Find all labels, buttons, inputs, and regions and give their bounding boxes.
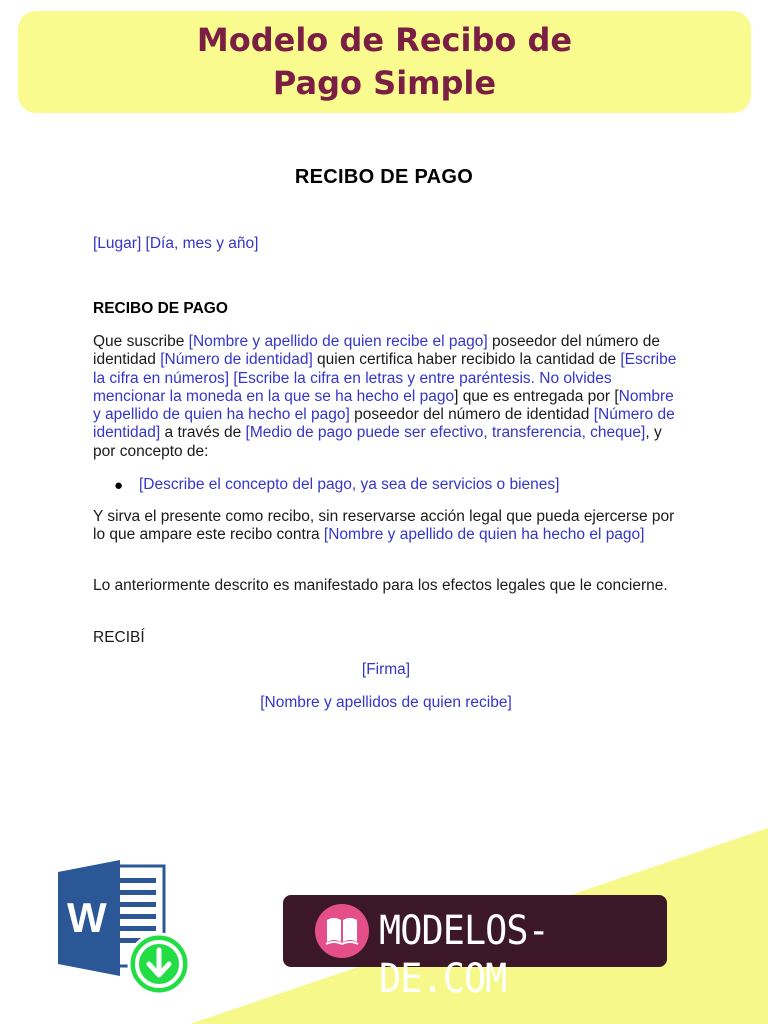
payer-name-placeholder: Nombre y apellido de quien ha hecho el pago] bbox=[93, 387, 674, 424]
received-label: RECIBÍ bbox=[93, 629, 145, 646]
payment-method-placeholder: [Medio de pago puede ser efectivo, transferencia, cheque] bbox=[245, 424, 646, 442]
signature-placeholder: [Firma] bbox=[361, 661, 411, 678]
receipt-paragraph-2 bbox=[93, 508, 678, 545]
banner-title-line1: Modelo de Recibo de bbox=[196, 21, 573, 59]
book-icon bbox=[315, 904, 369, 958]
text-segment: Que suscribe bbox=[93, 333, 189, 350]
payer-id-placeholder: [Número de identidad] bbox=[93, 406, 675, 442]
text-segment: ] que es entregada por [ bbox=[454, 387, 619, 405]
concept-placeholder: [Describe el concepto del pago, ya sea de servicios o bienes] bbox=[139, 476, 560, 493]
title-banner bbox=[18, 11, 751, 113]
text-segment: poseedor del número de identidad bbox=[93, 333, 660, 369]
text-segment: a través de bbox=[160, 424, 246, 442]
amount-placeholder: [Escribe la cifra en números] [Escribe la cifra en letras y entre paréntesis. No olvides mencionar la moneda en la que se ha hecho el pago bbox=[93, 351, 677, 405]
site-logo[interactable] bbox=[283, 895, 667, 1002]
receipt-paragraph-1 bbox=[93, 333, 678, 461]
place-date-placeholder: [Lugar] [Día, mes y año] bbox=[93, 235, 259, 252]
site-logo-text: MODELOS-DE.COM bbox=[379, 908, 549, 1002]
word-download-icon[interactable] bbox=[58, 858, 194, 1000]
text-segment: quien certifica haber recibido la cantidad de bbox=[312, 351, 621, 369]
document-title: RECIBO DE PAGO bbox=[294, 166, 474, 188]
bullet-dot-icon: ● bbox=[114, 477, 124, 494]
banner-title-line2: Pago Simple bbox=[272, 64, 497, 102]
text-segment: , y por concepto de: bbox=[93, 424, 662, 460]
receipt-paragraph-3: Lo anteriormente descrito es manifestado para los efectos legales que le concierne. bbox=[93, 577, 668, 594]
payer-name-placeholder: [Nombre y apellido de quien ha hecho el pago] bbox=[323, 526, 645, 544]
receiver-name-line: [Nombre y apellidos de quien recibe] bbox=[260, 694, 512, 711]
receiver-name-placeholder: [Nombre y apellido de quien recibe el pago] bbox=[188, 333, 488, 350]
id-number-placeholder: [Número de identidad] bbox=[160, 351, 313, 369]
section-title: RECIBO DE PAGO bbox=[93, 300, 228, 317]
text-segment: poseedor del número de identidad bbox=[349, 406, 594, 424]
svg-text:W: W bbox=[67, 894, 107, 941]
text-segment: Y sirva el presente como recibo, sin reservarse acción legal que pueda ejercerse por lo que ampare este recibo contra bbox=[93, 508, 675, 544]
